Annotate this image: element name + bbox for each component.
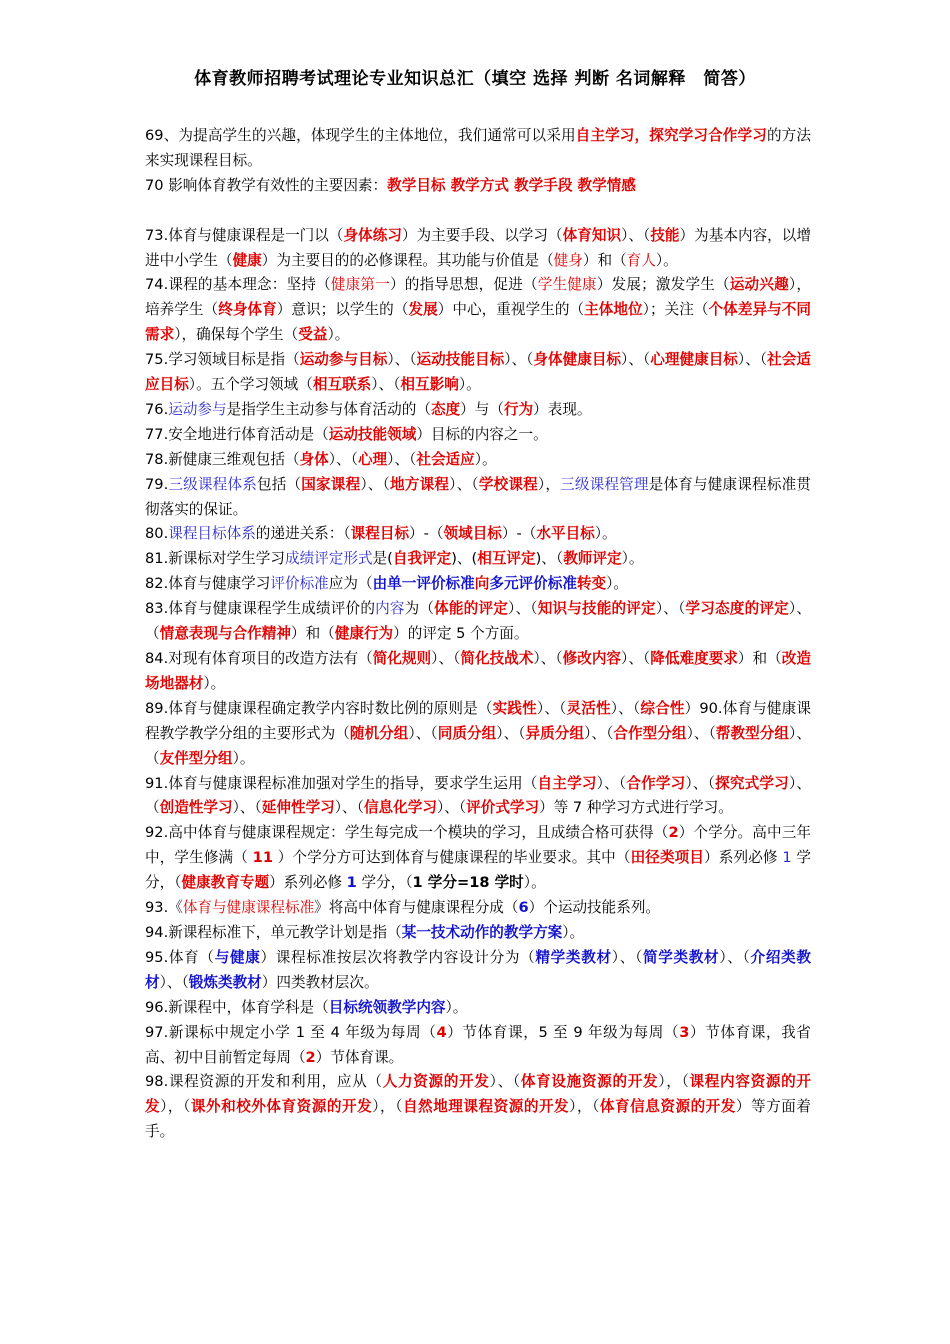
- question-text: ）表现。: [533, 400, 592, 418]
- answer-text: 相互联系: [312, 376, 372, 394]
- question-text: 应为（: [328, 575, 373, 593]
- question-text: ）。: [621, 550, 644, 568]
- question-text: ）、（: [489, 1073, 521, 1091]
- question-text: ）等 7 种学习方式进行学习。: [539, 799, 733, 817]
- question-text: ）、（: [584, 724, 614, 742]
- question-text: ）课程标准按层次将教学内容设计分为（: [260, 948, 536, 966]
- question-paragraph: [145, 448, 811, 473]
- question-text: ）系列必修: [704, 849, 783, 867]
- question-text: ）。: [445, 998, 468, 1016]
- question-text: ）。: [655, 251, 678, 269]
- answer-text: 健身: [553, 251, 583, 269]
- answer-text: 1: [346, 874, 357, 892]
- question-paragraph: [145, 921, 811, 946]
- answer-text: 运动参与目标: [299, 351, 388, 369]
- answer-text: 学生健康: [537, 276, 597, 294]
- answer-text: 11: [252, 849, 273, 867]
- answer-text: 自然地理课程资源的开发: [402, 1098, 570, 1116]
- question-text: ）、（: [504, 351, 534, 369]
- question-text: ）目标的内容之一。: [416, 425, 548, 443]
- question-paragraph: [145, 572, 811, 597]
- question-text: ），（: [372, 1098, 403, 1116]
- answer-text: 三级课程体系: [168, 475, 257, 493]
- question-text: ）、（: [655, 600, 686, 618]
- question-text: 77.安全地进行体育活动是（: [145, 425, 329, 443]
- answer-text: 3: [679, 1023, 690, 1041]
- question-text: ）、（: [596, 774, 627, 792]
- question-text: 94.新课程标准下，单元教学计划是指（: [145, 923, 402, 941]
- answer-text: 学习态度的评定: [685, 600, 789, 618]
- answer-text: 主体地位: [584, 301, 643, 319]
- question-text: ）、（: [685, 774, 716, 792]
- question-text: 98.课程资源的开发和利用，应从（: [145, 1073, 383, 1091]
- answer-text: 领域目标: [443, 525, 502, 543]
- answer-text: 受益: [298, 326, 328, 344]
- question-text: ）、（: [507, 600, 538, 618]
- answer-text: 体育知识: [562, 226, 622, 244]
- answer-text: 多元评价标准: [489, 575, 577, 593]
- question-text: ）、（: [232, 799, 262, 817]
- question-paragraph: [145, 224, 811, 274]
- answer-text: 社会适应: [416, 450, 475, 468]
- question-paragraph: [145, 896, 811, 921]
- question-text: 96.新课程中，体育学科是（: [145, 998, 329, 1016]
- answer-text: 灵活性: [566, 699, 611, 717]
- answer-text: 修改内容: [562, 650, 622, 668]
- question-text: ）、（: [387, 351, 417, 369]
- answer-text: 自我评定: [392, 550, 452, 568]
- answer-text: 随机分组: [349, 724, 409, 742]
- question-text: )、(: [451, 550, 478, 568]
- question-text: 79.: [145, 475, 169, 493]
- question-text: 包括（: [256, 475, 302, 493]
- question-text: ），培养学生（: [145, 276, 811, 319]
- question-text: ）-（: [501, 525, 537, 543]
- question-text: ）、（: [719, 948, 751, 966]
- answer-text: 行为: [503, 400, 534, 418]
- answer-text: 身体: [299, 450, 329, 468]
- question-text: ）、（: [436, 799, 467, 817]
- answer-text: 4: [436, 1023, 447, 1041]
- answer-text: 降低难度要求: [650, 650, 738, 668]
- answer-text: 课程目标体系: [168, 525, 256, 543]
- answer-text: 1 学分=18 学时: [412, 874, 524, 892]
- question-text: ）四类教材层次。: [261, 973, 379, 991]
- question-paragraph: [145, 821, 811, 896]
- question-text: 的方法来实现课程目标。: [145, 127, 811, 169]
- question-text: ）与（: [460, 400, 504, 418]
- question-text: ）。: [232, 749, 255, 767]
- question-text: ）、（: [145, 774, 811, 817]
- question-text: ）、（: [533, 650, 563, 668]
- answer-text: 简化规则: [372, 650, 432, 668]
- question-text: 93.《: [145, 899, 183, 917]
- answer-text: 自主学习，探究学习合作学习: [575, 127, 767, 144]
- answer-text: 健康教育专题: [181, 874, 270, 892]
- answer-text: 运动参与: [168, 400, 227, 418]
- answer-text: 社会适应目标: [145, 351, 811, 394]
- answer-text: 内容: [375, 600, 405, 618]
- question-text: )、（: [535, 550, 564, 568]
- question-text: ）、（: [449, 475, 479, 493]
- answer-text: 延伸性学习: [261, 799, 335, 817]
- question-paragraph: [145, 996, 811, 1021]
- answer-text: 精学类教材: [535, 948, 612, 966]
- answer-text: 异质分组: [525, 724, 585, 742]
- question-text: ）。: [562, 923, 585, 941]
- question-text: ）、（: [621, 226, 651, 244]
- question-text: 为（: [404, 600, 435, 618]
- question-text: 学分，（: [356, 874, 413, 892]
- question-text: 82.体育与健康学习: [145, 575, 271, 593]
- answer-text: 体育信息资源的开发: [599, 1098, 736, 1116]
- question-text: 是体育与健康课程标准贯彻落实的保证。: [145, 475, 811, 518]
- answer-text: 心理: [357, 450, 388, 468]
- question-text: 91.体育与健康课程标准加强对学生的指导，要求学生运用（: [145, 774, 538, 792]
- question-text: 的递进关系：（: [255, 525, 351, 543]
- question-paragraph: [145, 547, 811, 572]
- question-paragraph: [145, 522, 811, 547]
- question-text: ）节体育课，5 至 9 年级为每周（: [446, 1023, 680, 1041]
- answer-text: 综合性: [640, 699, 685, 717]
- question-text: ）、（: [686, 724, 716, 742]
- question-text: 76.: [145, 400, 169, 418]
- question-text: ）发展；激发学生（: [596, 276, 730, 294]
- question-paragraph: [145, 946, 811, 996]
- question-text: ）、（: [159, 973, 189, 991]
- answer-text: 个体差异与不同需求: [145, 301, 811, 344]
- question-text: ），（: [160, 1098, 191, 1116]
- answer-text: 教学目标 教学方式 教学手段 教学情感: [387, 176, 636, 194]
- question-text: ）、（: [145, 724, 811, 767]
- question-text: ）中心，重视学生的（: [437, 301, 585, 319]
- document-body: [145, 124, 811, 1145]
- question-text: ）、（: [611, 948, 643, 966]
- question-text: ）节体育课，我省高、初中目前暂定每周（: [145, 1023, 811, 1066]
- question-text: ）-（: [409, 525, 444, 543]
- answer-text: 信息化学习: [363, 799, 437, 817]
- question-text: ）的指导思想，促进（: [389, 276, 538, 294]
- answer-text: 运动兴趣: [729, 276, 789, 294]
- answer-text: 课程目标: [350, 525, 410, 543]
- answer-text: 健康第一: [330, 276, 390, 294]
- question-paragraph: [145, 124, 811, 174]
- answer-text: 课外和校外体育资源的开发: [190, 1098, 373, 1116]
- question-text: ）个学分方可达到体育与健康课程的毕业要求。其中（: [272, 849, 631, 867]
- answer-text: 三级课程管理: [560, 475, 649, 493]
- question-text: ）的评定 5 个方面。: [393, 625, 529, 643]
- answer-text: 简化技战术: [460, 650, 534, 668]
- answer-text: 学校课程: [478, 475, 538, 493]
- answer-text: 体育设施资源的开发: [520, 1073, 659, 1091]
- answer-text: 发展: [408, 301, 438, 319]
- question-text: ），（: [658, 1073, 690, 1091]
- question-paragraph: [145, 597, 811, 647]
- question-paragraph: [145, 697, 811, 772]
- question-text: ）为主要目的的必修课程。其功能与价值是（: [261, 251, 554, 269]
- answer-text: 运动技能领域: [328, 425, 417, 443]
- answer-text: 介绍类教材: [145, 948, 811, 991]
- answer-text: 成绩评定形式: [284, 550, 373, 568]
- answer-text: 向: [474, 575, 490, 593]
- question-text: ）和（: [582, 251, 627, 269]
- answer-text: 同质分组: [437, 724, 497, 742]
- answer-text: 评价式学习: [466, 799, 540, 817]
- answer-text: 由单一评价标准: [372, 575, 475, 593]
- question-text: 学分，（: [145, 849, 811, 892]
- question-text: 是(: [372, 550, 393, 568]
- question-paragraph: [145, 647, 811, 697]
- question-text: ）、（: [610, 699, 641, 717]
- question-paragraph: [145, 1021, 811, 1071]
- answer-text: 创造性学习: [159, 799, 233, 817]
- question-text: 75.学习领域目标是指（: [145, 351, 300, 369]
- answer-text: 田径类项目: [630, 849, 705, 867]
- answer-text: 1: [782, 849, 792, 867]
- answer-text: 知识与技能的评定: [537, 600, 656, 618]
- question-text: ）。: [474, 450, 497, 468]
- question-paragraph: [145, 174, 811, 199]
- question-text: ）、（: [737, 351, 768, 369]
- answer-text: 技能: [650, 226, 680, 244]
- question-text: ）为基本内容，以增进中小学生（: [145, 226, 811, 269]
- answer-text: 2: [668, 824, 679, 842]
- answer-text: 体育与健康课程标准: [182, 899, 315, 917]
- answer-text: 心理健康目标: [650, 351, 738, 369]
- question-text: ）、（: [496, 724, 526, 742]
- question-paragraph: [145, 772, 811, 822]
- question-text: 是指学生主动参与体育活动的（: [226, 400, 431, 418]
- answer-text: 友伴型分组: [159, 749, 233, 767]
- question-text: 73.体育与健康课程是一门以（: [145, 226, 344, 244]
- answer-text: 国家课程: [301, 475, 361, 493]
- question-paragraph: [145, 348, 811, 398]
- answer-text: 实践性: [492, 699, 537, 717]
- answer-text: 育人: [626, 251, 656, 269]
- question-text: 70 影响体育教学有效性的主要因素：: [145, 176, 388, 194]
- question-paragraph: [145, 1070, 811, 1145]
- question-text: ）和（: [737, 650, 782, 668]
- answer-text: 人力资源的开发: [382, 1073, 490, 1091]
- question-text: ）、（: [360, 475, 391, 493]
- question-text: 81.新课标对学生学习: [145, 550, 285, 568]
- answer-text: 合作学习: [626, 774, 686, 792]
- question-text: ）。: [327, 326, 350, 344]
- question-text: 》将高中体育与健康课程分成（: [314, 899, 519, 917]
- answer-text: 身体健康目标: [533, 351, 622, 369]
- question-text: 78.新健康三维观包括（: [145, 450, 300, 468]
- question-text: ）个运动技能系列。: [528, 899, 661, 917]
- question-paragraph: [145, 273, 811, 348]
- question-text: ），: [537, 475, 561, 493]
- answer-text: 自主学习: [537, 774, 597, 792]
- answer-text: 目标统领教学内容: [328, 998, 446, 1016]
- document-title: 体育教师招聘考试理论专业知识总汇（填空 选择 判断 名词解释 简答）: [194, 69, 756, 89]
- question-paragraph: [145, 423, 811, 448]
- answer-text: 2: [305, 1048, 316, 1066]
- answer-text: 相互影响: [400, 376, 459, 394]
- question-text: ）；关注（: [642, 301, 709, 319]
- question-text: 74.课程的基本理念：坚持（: [145, 276, 331, 294]
- question-text: ）。: [523, 874, 546, 892]
- question-text: ）和（: [290, 625, 335, 643]
- question-text: ）等方面着手。: [145, 1098, 811, 1141]
- answer-text: 转变: [576, 575, 607, 593]
- question-text: ）。五个学习领域（: [188, 376, 313, 394]
- answer-text: 情意表现与合作精神: [159, 625, 291, 643]
- answer-text: 水平目标: [536, 525, 595, 543]
- question-text: 83.体育与健康课程学生成绩评价的: [145, 600, 376, 618]
- question-text: 69、为提高学生的兴趣，体现学生的主体地位，我们通常可以采用: [145, 127, 576, 144]
- question-text: ）为主要手段、以学习（: [401, 226, 563, 244]
- question-text: 89.体育与健康课程确定教学内容时数比例的原则是（: [145, 699, 493, 717]
- answer-text: 终身体育: [218, 301, 277, 319]
- answer-text: 身体练习: [343, 226, 402, 244]
- question-text: ），（: [569, 1098, 600, 1116]
- answer-text: 与健康: [214, 948, 261, 966]
- answer-text: 合作型分组: [613, 724, 687, 742]
- answer-text: 改造场地器材: [145, 650, 811, 692]
- answer-text: 体能的评定: [434, 600, 508, 618]
- answer-text: 健康行为: [334, 625, 394, 643]
- question-text: ）节体育课。: [315, 1048, 404, 1066]
- answer-text: 教师评定: [563, 550, 622, 568]
- answer-text: 某一技术动作的教学方案: [401, 923, 563, 941]
- question-text: ）、（: [408, 724, 438, 742]
- answer-text: 相互评定: [477, 550, 536, 568]
- question-text: ）、（: [371, 376, 401, 394]
- question-text: 95.体育（: [145, 948, 215, 966]
- question-text: ）90.体育与健康课程教学教学分组的主要形式为（: [145, 699, 811, 742]
- question-text: 84.对现有体育项目的改造方法有（: [145, 650, 373, 668]
- question-text: ）个学分。高中三年中，学生修满（: [145, 824, 811, 867]
- paragraph-spacer: [145, 199, 811, 224]
- question-paragraph: [145, 398, 811, 423]
- question-text: ）。: [594, 525, 617, 543]
- answer-text: 健康: [232, 251, 262, 269]
- question-text: ），确保每个学生（: [174, 326, 299, 344]
- question-text: 80.: [145, 525, 169, 543]
- answer-text: 运动技能目标: [416, 351, 505, 369]
- question-text: ）。: [606, 575, 629, 593]
- answer-text: 态度: [430, 400, 461, 418]
- question-text: ）意识；以学生的（: [276, 301, 409, 319]
- question-text: ）、（: [621, 650, 651, 668]
- question-text: ）、（: [536, 699, 567, 717]
- answer-text: 地方课程: [390, 475, 450, 493]
- question-text: ）系列必修: [269, 874, 347, 892]
- question-text: ）、（: [328, 450, 358, 468]
- question-text: ）、（: [431, 650, 461, 668]
- question-text: ）、（: [334, 799, 364, 817]
- question-text: 97.新课标中规定小学 1 至 4 年级为每周（: [145, 1023, 437, 1041]
- question-text: ）、（: [387, 450, 417, 468]
- answer-text: 评价标准: [270, 575, 329, 593]
- question-paragraph: [145, 473, 811, 523]
- question-text: 92.高中体育与健康课程规定：学生每完成一个模块的学习，且成绩合格可获得（: [145, 824, 669, 842]
- answer-text: 6: [518, 899, 529, 917]
- question-text: ）、（: [621, 351, 651, 369]
- answer-text: 简学类教材: [642, 948, 720, 966]
- answer-text: 帮教型分组: [715, 724, 790, 742]
- answer-text: 探究式学习: [715, 774, 789, 792]
- question-text: ）。: [458, 376, 481, 394]
- answer-text: 课程内容资源的开发: [145, 1073, 811, 1116]
- question-text: ）。: [203, 674, 226, 692]
- question-text: ）、（: [145, 600, 811, 643]
- answer-text: 锻炼类教材: [188, 973, 262, 991]
